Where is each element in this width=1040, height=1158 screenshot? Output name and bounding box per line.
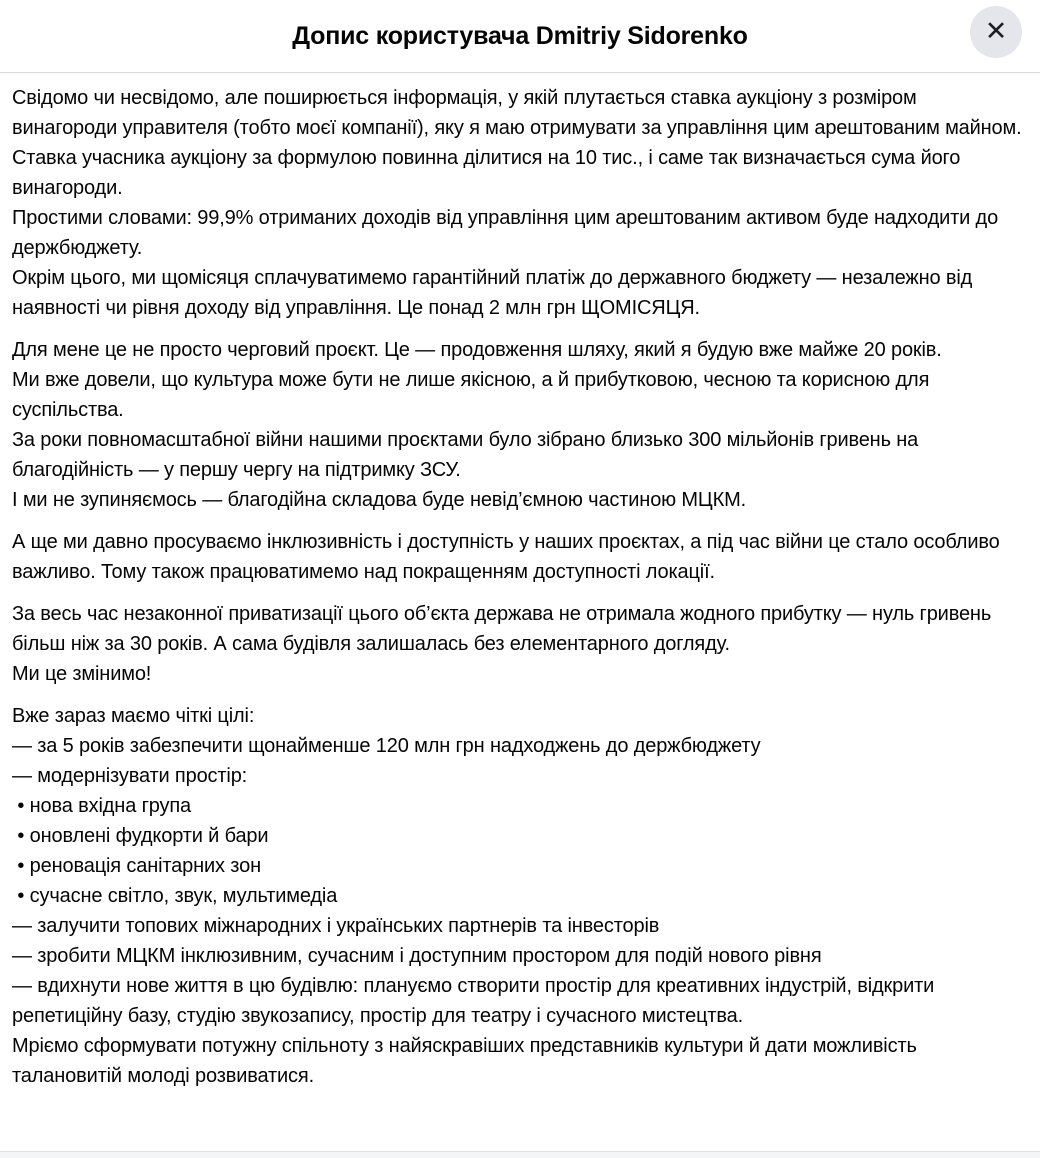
close-icon: ✕ — [984, 15, 1008, 46]
dialog-header — [0, 0, 1040, 73]
close-button[interactable] — [970, 6, 1022, 58]
post-paragraph: А ще ми давно просуваємо інклюзивність і доступність у наших проєктах, а під час війни це стало особливо важливо. Тому також працюватимемо над покращенням доступності локації. — [12, 531, 1000, 583]
post-paragraph: Свідомо чи несвідомо, але поширюється інформація, у якій плутається ставка аукціону з розміром винагороди управителя (тобто моєї компанії), яку я маю отримувати за управління цим арештованим майном. Ставка учасника аукціону за формулою повинна ділитися на 10 тис., і саме так визначається сума його винагороди. Простими словами: 99,9% отриманих доходів від управління цим арештованим активом буде надходити до держбюджету. Окрім цього, ми щомісяця сплачуватимемо гарантійний платіж до державного бюджету — незалежно від наявності чи рівня доходу від управління. Це понад 2 млн грн ЩОМІСЯЦЯ. — [12, 87, 1022, 319]
comments-area-top — [0, 1151, 1040, 1158]
post-paragraph: За весь час незаконної приватизації цього об’єкта держава не отримала жодного прибутку — нуль гривень більш ніж за 30 років. А сама будівля залишалась без елементарного догляду. Ми це змінимо! — [12, 603, 992, 685]
post-paragraph: Для мене це не просто черговий проєкт. Це — продовження шляху, який я будую вже майже 20 років. Ми вже довели, що культура може бути не лише якісною, а й прибутковою, чесною та корисною для суспільства. За роки повномасштабної війни нашими проєктами було зібрано близько 300 мільйонів гривень на благодійність — у першу чергу на підтримку ЗСУ. І ми не зупиняємось — благодійна складова буде невід’ємною частиною МЦКМ. — [12, 339, 942, 511]
post-scroll-region[interactable] — [0, 73, 1040, 1151]
post-body — [0, 73, 1040, 1091]
post-paragraph: Вже зараз маємо чіткі цілі: — за 5 років забезпечити щонайменше 120 млн грн надходжень до держбюджету — модернізувати простір: • нова вхідна група • оновлені фудкорти й бари • реновація санітарних зон • сучасне світло, звук, мультимедіа — залучити топових міжнародних і українських партнерів та інвесторів — зробити МЦКМ інклюзивним, сучасним і доступним простором для подій нового рівня — вдихнути нове життя в цю будівлю: плануємо створити простір для креативних індустрій, відкрити репетиційну базу, студію звукозапису, простір для театру і сучасного мистецтва. Мріємо сформувати потужну спільноту з найяскравіших представників культури й дати можливість талановитій молоді розвиватися. — [12, 705, 935, 1087]
dialog-title: Допис користувача Dmitriy Sidorenko — [292, 21, 748, 50]
